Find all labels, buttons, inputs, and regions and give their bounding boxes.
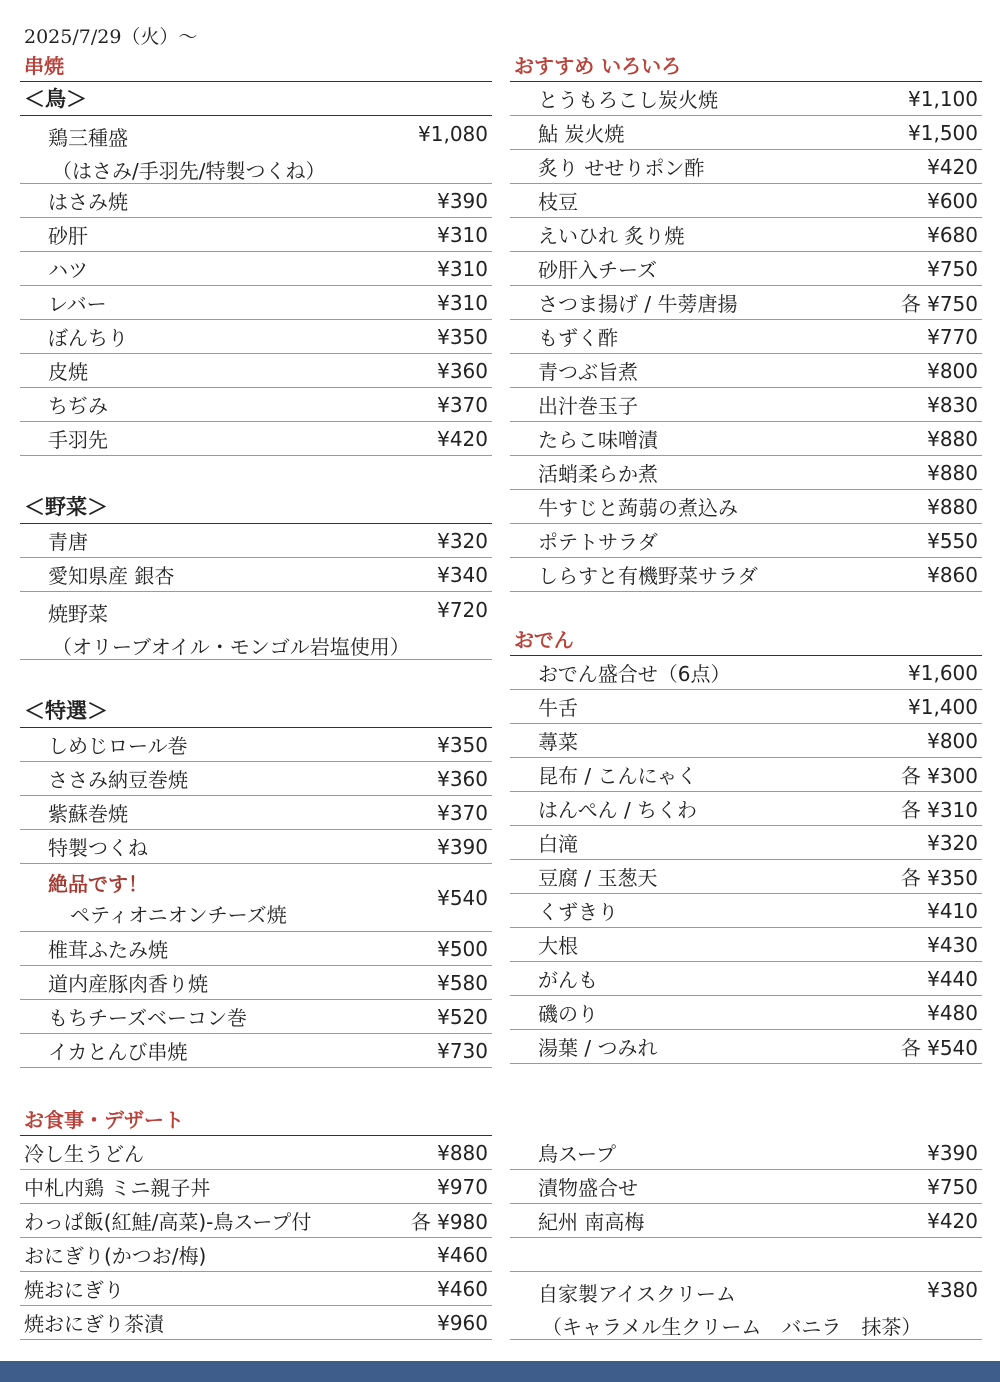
menu-item [510, 690, 982, 724]
item-price: ¥1,500 [908, 120, 978, 145]
meal-right-list [510, 1136, 982, 1340]
menu-item [20, 1170, 492, 1204]
menu-item [20, 1000, 492, 1034]
item-price: ¥340 [437, 562, 488, 587]
item-name: ちぢみ [48, 394, 108, 418]
item-price: ¥360 [437, 358, 488, 383]
item-name: 砂肝入チーズ [538, 258, 657, 282]
menu-item [20, 524, 492, 558]
menu-item [20, 1306, 492, 1340]
menu-item [510, 996, 982, 1030]
item-price: ¥420 [927, 154, 978, 179]
item-price: ¥960 [437, 1310, 488, 1335]
item-price: ¥540 [437, 885, 488, 910]
item-name: はんぺん / ちくわ [538, 798, 698, 822]
item-name: もずく酢 [538, 326, 618, 350]
section-title-meal: お食事・デザート [20, 1104, 492, 1136]
item-name: 鳥スープ [538, 1142, 616, 1166]
menu-item [510, 320, 982, 354]
menu-item [20, 796, 492, 830]
item-name: 焼おにぎり茶漬 [24, 1312, 164, 1336]
item-price: ¥440 [927, 966, 978, 991]
menu-item [20, 184, 492, 218]
item-name: くずきり [538, 900, 618, 924]
menu-item [510, 792, 982, 826]
item-price: 各 ¥300 [900, 764, 978, 788]
menu-item [510, 894, 982, 928]
item-name: 牛舌 [538, 696, 578, 720]
item-name: 蕁菜 [538, 730, 578, 754]
item-name: 漬物盛合せ [538, 1176, 638, 1200]
item-name: わっぱ飯(紅鮭/高菜)-鳥スープ付 [24, 1210, 312, 1234]
item-name: 磯のり [538, 1002, 598, 1026]
menu-item [510, 218, 982, 252]
item-price: ¥390 [437, 188, 488, 213]
menu-item [510, 184, 982, 218]
item-name: たらこ味噌漬 [538, 428, 658, 452]
meal-dessert-section [20, 1104, 982, 1340]
item-note: （キャラメル生クリーム バニラ 抹茶） [542, 1315, 922, 1339]
item-price: ¥750 [927, 256, 978, 281]
item-price: ¥860 [927, 562, 978, 587]
item-price: ¥520 [437, 1004, 488, 1029]
menu-item [510, 82, 982, 116]
subsection-title-yasai: ＜野菜＞ [20, 490, 492, 524]
menu-item [20, 218, 492, 252]
item-price: ¥390 [927, 1140, 978, 1165]
item-price: ¥1,080 [418, 122, 488, 146]
item-price: ¥460 [437, 1276, 488, 1301]
spacer [20, 456, 492, 490]
item-price: ¥720 [437, 598, 488, 622]
menu-item [20, 728, 492, 762]
item-name: 紀州 南高梅 [538, 1210, 645, 1234]
spacer-row [510, 1238, 982, 1272]
item-price: ¥800 [927, 728, 978, 753]
item-name: 愛知県産 銀杏 [48, 564, 175, 588]
item-name: 青唐 [48, 530, 88, 554]
menu-item [20, 830, 492, 864]
section-title-kushiyaki: 串焼 [20, 50, 492, 82]
menu-item [20, 1204, 492, 1238]
item-name: 皮焼 [48, 360, 88, 384]
item-name: えいひれ 炙り焼 [538, 224, 685, 248]
menu-item [510, 286, 982, 320]
item-name: おでん盛合せ（6点） [538, 662, 731, 686]
menu-item [510, 1204, 982, 1238]
item-name: 焼おにぎり [24, 1278, 124, 1302]
menu-item [20, 422, 492, 456]
menu-item [20, 592, 492, 660]
menu-item [510, 252, 982, 286]
subsection-title-tori: ＜鳥＞ [20, 82, 492, 116]
item-price: ¥1,100 [908, 86, 978, 111]
menu-item [510, 1170, 982, 1204]
menu-item [20, 320, 492, 354]
item-price: ¥350 [437, 732, 488, 757]
item-name: 道内産豚肉香り焼 [48, 972, 208, 996]
item-note: （はさみ/手羽先/特製つくね） [52, 159, 326, 183]
item-price: ¥680 [927, 222, 978, 247]
item-price: ¥1,600 [908, 660, 978, 685]
item-price: ¥730 [437, 1038, 488, 1063]
item-price: ¥390 [437, 834, 488, 859]
item-name: ささみ納豆巻焼 [48, 768, 188, 792]
subsection-title-tokusen: ＜特選＞ [20, 694, 492, 728]
item-name: 紫蘇巻焼 [48, 802, 128, 826]
item-name: 活蛸柔らか煮 [538, 462, 658, 486]
menu-item [510, 490, 982, 524]
menu-item [20, 116, 492, 184]
item-price: ¥310 [437, 256, 488, 281]
item-price: 各 ¥980 [410, 1210, 488, 1234]
meal-left-list [20, 1136, 492, 1340]
item-price: ¥430 [927, 932, 978, 957]
item-name: ハツ [48, 258, 88, 282]
item-price: ¥460 [437, 1242, 488, 1267]
menu-item [510, 1136, 982, 1170]
item-price: ¥370 [437, 392, 488, 417]
item-price: ¥320 [927, 830, 978, 855]
item-name: がんも [538, 968, 598, 992]
item-price: ¥800 [927, 358, 978, 383]
item-price: 各 ¥350 [900, 866, 978, 890]
menu-item [20, 1272, 492, 1306]
menu-item [510, 524, 982, 558]
item-price: ¥880 [927, 460, 978, 485]
item-price: ¥480 [927, 1000, 978, 1025]
menu-item [510, 456, 982, 490]
item-name: 特製つくね [48, 836, 148, 860]
menu-item [20, 932, 492, 966]
menu-item [510, 388, 982, 422]
item-name: レバー [48, 292, 107, 316]
item-name: 湯葉 / つみれ [538, 1036, 658, 1060]
item-price: ¥550 [927, 528, 978, 553]
item-name: 椎茸ふたみ焼 [48, 938, 168, 962]
item-price: ¥410 [927, 898, 978, 923]
item-name: 手羽先 [48, 428, 108, 452]
menu-item [510, 1030, 982, 1064]
spacer [510, 592, 982, 624]
item-price: ¥350 [437, 324, 488, 349]
menu-item [20, 558, 492, 592]
item-name: はさみ焼 [48, 190, 128, 214]
menu-item [510, 150, 982, 184]
menu-item [510, 116, 982, 150]
menu-item [20, 388, 492, 422]
item-name: 冷し生うどん [24, 1142, 144, 1166]
footer-bar [0, 1361, 1000, 1382]
menu-item [20, 252, 492, 286]
special-label: 絶品です！ [48, 871, 148, 896]
item-price: ¥420 [437, 426, 488, 451]
item-price: ¥600 [927, 188, 978, 213]
menu-item [510, 826, 982, 860]
item-price: ¥880 [927, 494, 978, 519]
menu-item [510, 962, 982, 996]
menu-item [510, 354, 982, 388]
item-price: ¥880 [437, 1140, 488, 1165]
item-price: ¥880 [927, 426, 978, 451]
item-price: 各 ¥310 [900, 798, 978, 822]
osusume-oden-column [510, 50, 982, 1064]
spacer [20, 660, 492, 694]
item-price: ¥580 [437, 970, 488, 995]
item-price: 各 ¥750 [900, 292, 978, 316]
item-price: ¥370 [437, 800, 488, 825]
menu-item [510, 422, 982, 456]
menu-item [510, 860, 982, 894]
item-name: 焼野菜 [48, 602, 108, 626]
menu-item [20, 966, 492, 1000]
item-price: ¥1,400 [908, 694, 978, 719]
item-price: ¥360 [437, 766, 488, 791]
menu-item-special [20, 864, 492, 932]
item-price: ¥310 [437, 222, 488, 247]
item-name: しらすと有機野菜サラダ [538, 564, 758, 588]
item-name: おにぎり(かつお/梅) [24, 1244, 207, 1268]
menu-item [20, 762, 492, 796]
item-price: ¥750 [927, 1174, 978, 1199]
menu-item [20, 354, 492, 388]
item-name: 鮎 炭火焼 [538, 122, 625, 146]
item-name: 鶏三種盛 [48, 126, 128, 150]
item-name: もちチーズベーコン巻 [48, 1006, 247, 1030]
item-price: ¥380 [927, 1278, 978, 1302]
item-price: 各 ¥540 [900, 1036, 978, 1060]
item-name: ぼんちり [48, 326, 128, 350]
item-name: 枝豆 [538, 190, 578, 214]
item-name: 出汁巻玉子 [538, 394, 638, 418]
menu-item [20, 1034, 492, 1068]
item-name: 中札内鶏 ミニ親子丼 [24, 1176, 211, 1200]
item-name: 牛すじと蒟蒻の煮込み [538, 496, 738, 520]
menu-item [510, 724, 982, 758]
item-name: さつま揚げ / 牛蒡唐揚 [538, 292, 738, 316]
section-title-osusume: おすすめ いろいろ [510, 50, 982, 82]
item-note: （オリーブオイル・モンゴル岩塩使用） [52, 635, 410, 659]
item-price: ¥420 [927, 1208, 978, 1233]
item-name: イカとんび串焼 [48, 1040, 188, 1064]
menu-item [20, 1136, 492, 1170]
item-price: ¥320 [437, 528, 488, 553]
item-name: 昆布 / こんにゃく [538, 764, 698, 788]
item-price: ¥770 [927, 324, 978, 349]
item-price: ¥830 [927, 392, 978, 417]
item-name: 豆腐 / 玉葱天 [538, 866, 658, 890]
item-price: ¥310 [437, 290, 488, 315]
menu-item-dessert [510, 1272, 982, 1340]
item-price: ¥500 [437, 936, 488, 961]
menu-item [510, 558, 982, 592]
item-name: 自家製アイスクリーム [538, 1282, 736, 1306]
kushiyaki-column [20, 50, 492, 1068]
item-name: 砂肝 [48, 224, 88, 248]
menu-date: 2025/7/29（火）～ [24, 26, 198, 48]
item-name: しめじロール巻 [48, 734, 188, 758]
menu-item [20, 286, 492, 320]
menu-item [510, 656, 982, 690]
item-price: ¥970 [437, 1174, 488, 1199]
menu-item [20, 1238, 492, 1272]
item-name: ペティオニオンチーズ焼 [70, 902, 287, 927]
item-name: 白滝 [538, 832, 578, 856]
item-name: 大根 [538, 934, 578, 958]
item-name: とうもろこし炭火焼 [538, 88, 718, 112]
item-name: 炙り せせりポン酢 [538, 156, 705, 180]
menu-item [510, 928, 982, 962]
item-name: ポテトサラダ [538, 530, 658, 554]
section-title-oden: おでん [510, 624, 982, 656]
item-name: 青つぶ旨煮 [538, 360, 638, 384]
menu-item [510, 758, 982, 792]
